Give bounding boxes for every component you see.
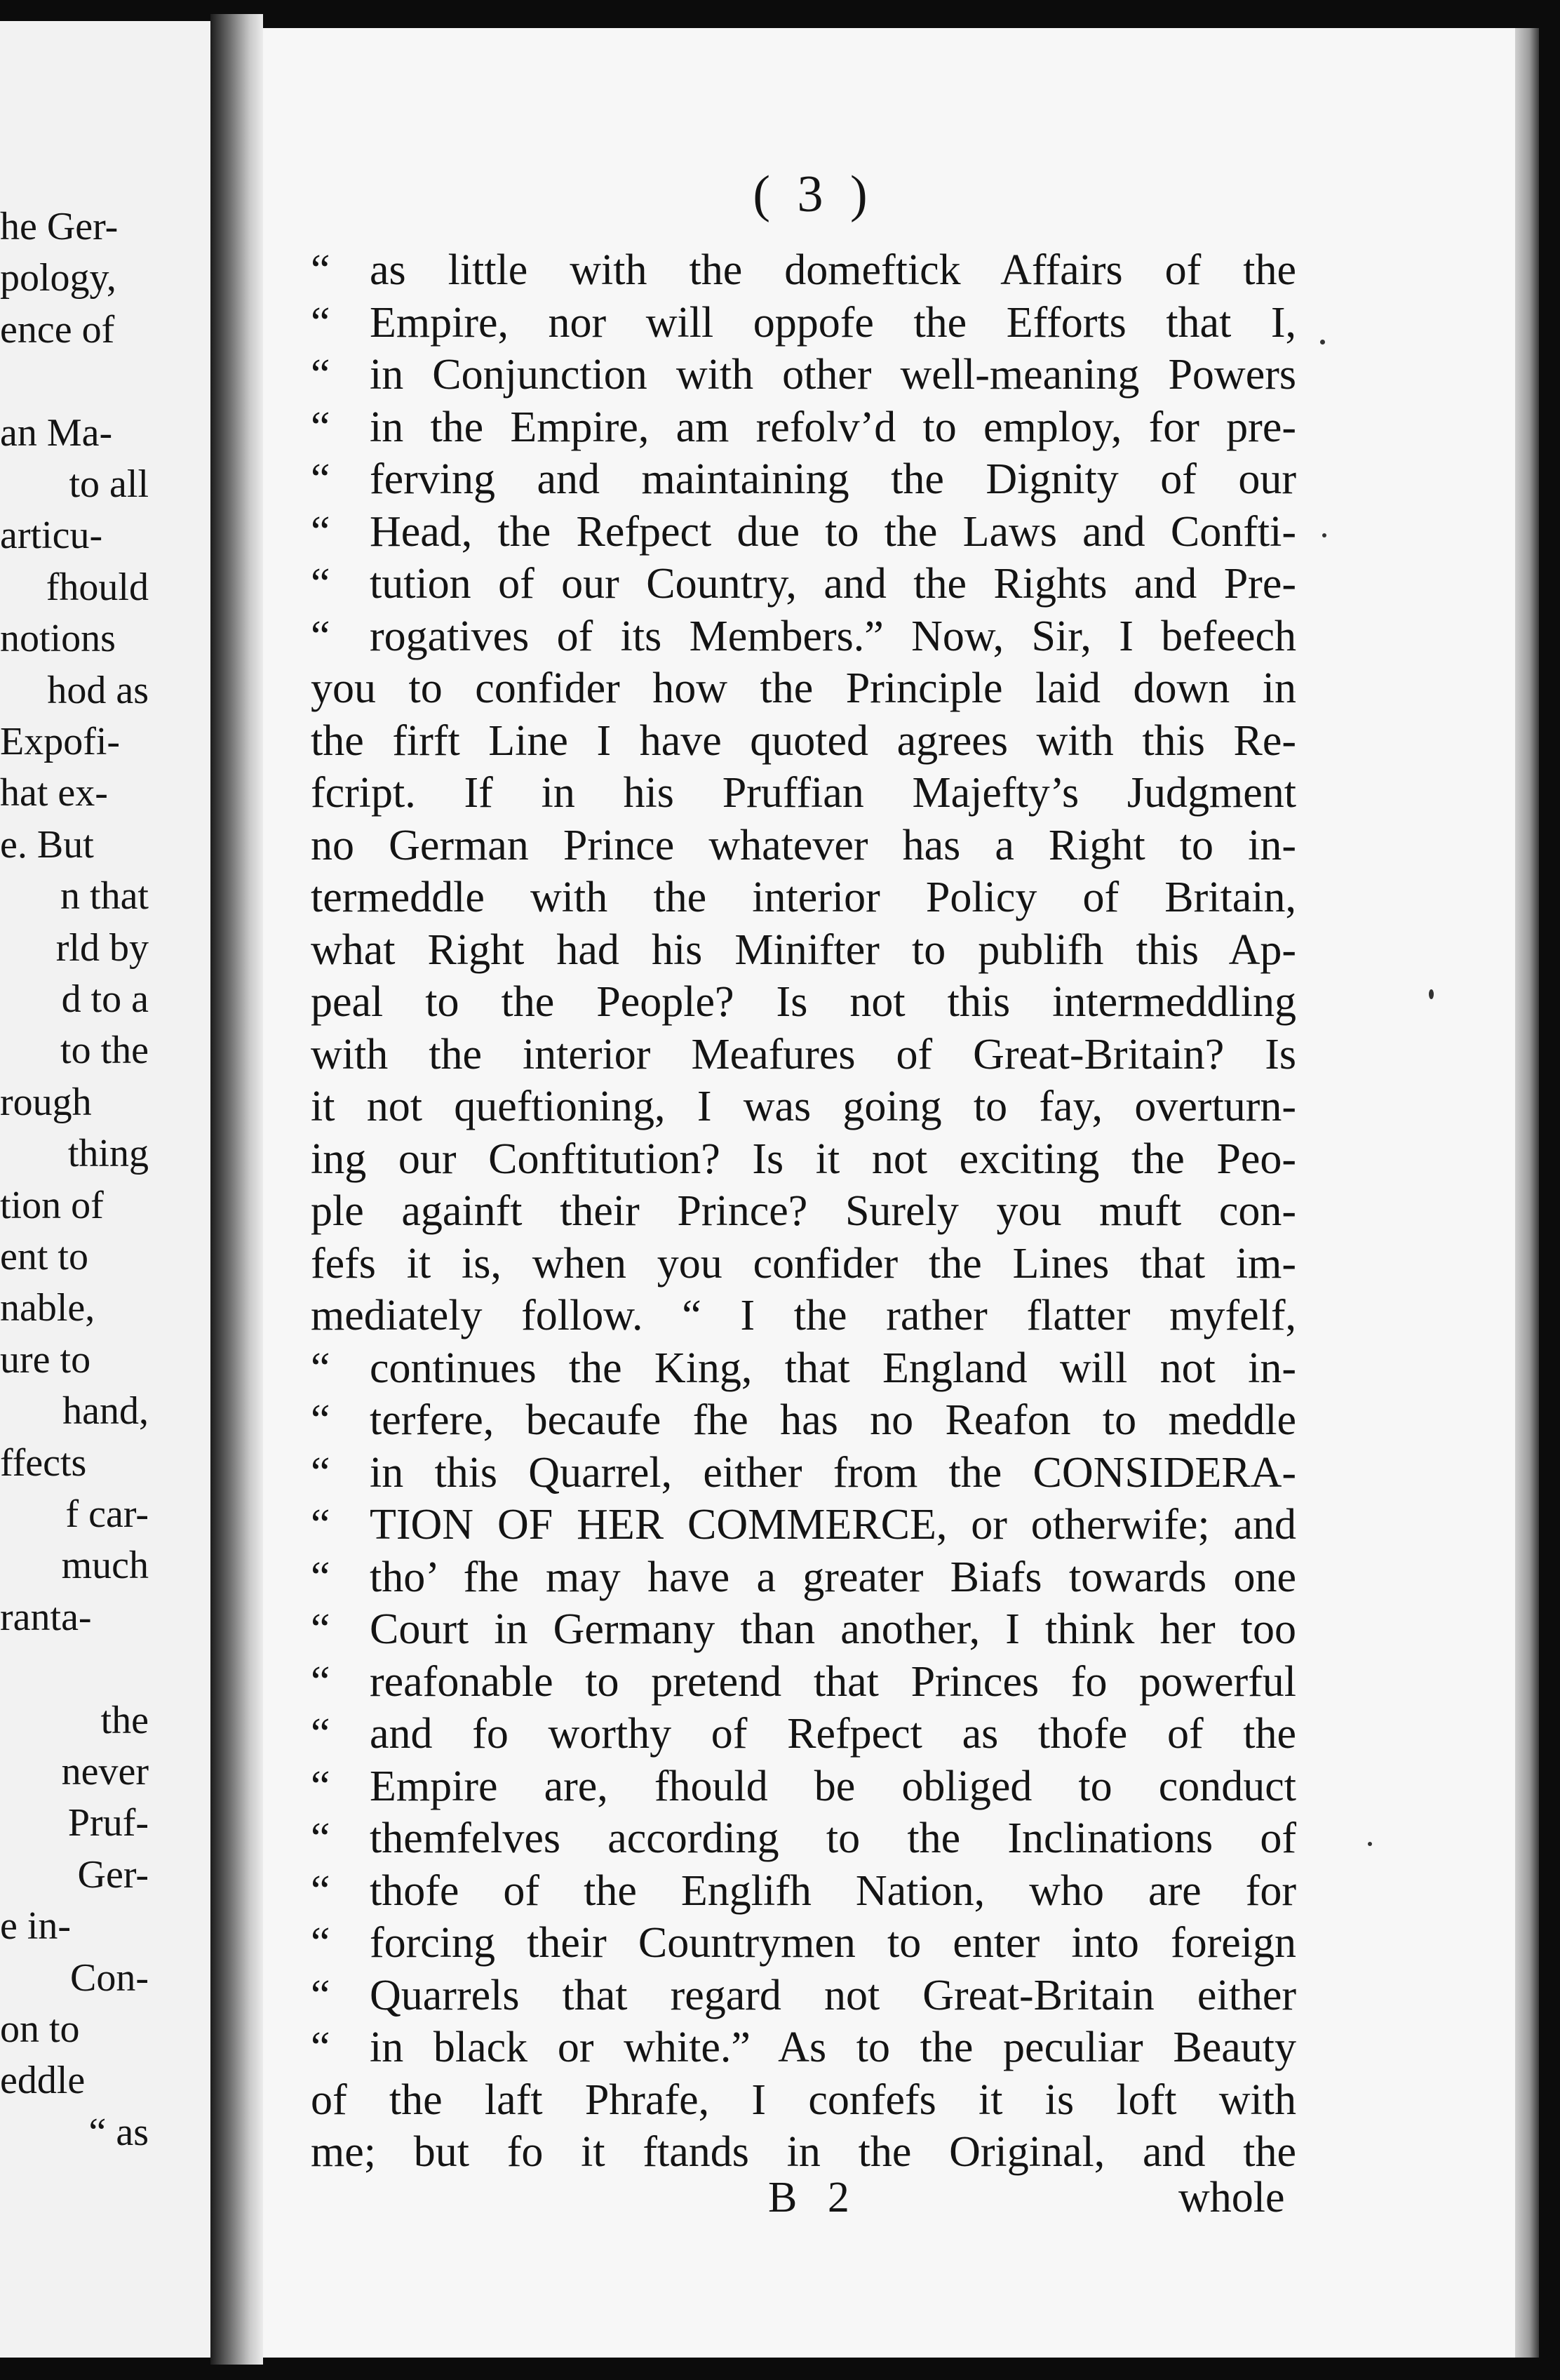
book-gutter	[210, 14, 263, 2365]
text-line	[311, 2126, 1296, 2178]
signature-mark: B 2	[768, 2174, 859, 2221]
line-text: in the Empire, am refolv’d to employ, for pre-	[370, 403, 1296, 451]
quote-mark: “	[311, 1501, 330, 1549]
text-line	[311, 558, 1296, 610]
line-text: of the laft Phrafe, I confefs it is loft with	[311, 2075, 1296, 2124]
quote-mark: “	[311, 1866, 330, 1915]
ink-speck	[1368, 1842, 1372, 1846]
left-page-line: hod as	[47, 668, 149, 712]
line-text: ing our Conftitution? Is it not exciting the Peo-	[311, 1135, 1296, 1183]
quote-mark: “	[311, 1710, 330, 1758]
line-text: themfelves according to the Inclinations of	[370, 1814, 1296, 1862]
quote-mark: “	[311, 1971, 330, 2019]
left-page-line: fhould	[46, 565, 149, 609]
left-page-line: Expofi-	[0, 720, 121, 763]
left-page-line: the	[100, 1698, 149, 1742]
left-page-line: hand,	[62, 1389, 149, 1433]
text-line	[311, 871, 1296, 923]
line-text: with the interior Meafures of Great-Britain? Is	[311, 1030, 1296, 1078]
left-page-line: to the	[60, 1029, 149, 1073]
line-text: in black or white.” As to the peculiar Beauty	[370, 2024, 1296, 2071]
line-text: reafonable to pretend that Princes fo powerful	[370, 1657, 1296, 1706]
quote-mark: “	[311, 351, 330, 399]
line-text: tho’ fhe may have a greater Biafs towards one	[370, 1553, 1296, 1601]
left-page-line: e. But	[0, 822, 94, 867]
left-page-line: on to	[0, 2007, 80, 2051]
text-line	[311, 1708, 1296, 1760]
line-text: terfere, becaufe fhe has no Reafon to meddle	[370, 1396, 1296, 1444]
page-number: ( 3 )	[753, 166, 875, 223]
line-text: tution of our Country, and the Rights and Pre-	[370, 560, 1296, 608]
line-text: what Right had his Minifter to publifh this Ap-	[311, 925, 1296, 974]
quote-mark: “	[311, 2024, 330, 2071]
quote-mark: “	[311, 560, 330, 608]
line-text: Empire are, fhould be obliged to conduct	[370, 1762, 1296, 1810]
text-line	[311, 349, 1296, 401]
left-page-line: never	[61, 1750, 149, 1793]
text-line	[311, 767, 1296, 819]
text-line	[311, 297, 1296, 349]
quote-mark: “	[311, 455, 330, 503]
line-text: Quarrels that regard not Great-Britain either	[370, 1971, 1296, 2019]
quote-mark: “	[311, 507, 330, 556]
left-page-line: much	[61, 1544, 149, 1588]
text-line	[311, 1551, 1296, 1603]
page-edge	[1515, 28, 1539, 2358]
text-line	[311, 1394, 1296, 1446]
line-text: me; but fo it ftands in the Original, and the	[311, 2128, 1296, 2176]
left-page-line: thing	[67, 1132, 149, 1176]
line-text: Head, the Refpect due to the Laws and Confti-	[370, 507, 1296, 556]
left-page-fragment	[0, 21, 210, 2358]
left-page-line: pology,	[0, 256, 116, 300]
line-text: as little with the domeftick Affairs of the	[370, 246, 1296, 294]
left-page-line: nable,	[0, 1286, 95, 1330]
left-page-line: “ as	[88, 2110, 149, 2154]
quote-mark: “	[311, 1919, 330, 1967]
line-text: continues the King, that England will not in-	[370, 1344, 1296, 1392]
line-text: the firft Line I have quoted agrees with this Re-	[311, 716, 1296, 765]
text-line	[311, 1238, 1296, 1290]
line-text: termeddle with the interior Policy of Britain,	[311, 874, 1296, 921]
quote-mark: “	[311, 403, 330, 451]
line-text: you to confider how the Principle laid down in	[311, 664, 1296, 712]
line-text: peal to the People? Is not this intermeddling	[311, 978, 1296, 1026]
line-text: fcript. If in his Pruffian Majefty’s Judgment	[311, 769, 1296, 817]
line-text: it not queftioning, I was going to fay, overturn-	[311, 1083, 1296, 1130]
left-page-line: ranta-	[0, 1595, 92, 1639]
line-text: mediately follow. “ I the rather flatter myfelf,	[311, 1292, 1296, 1339]
left-page-line: Con-	[70, 1956, 149, 2000]
text-line	[311, 1812, 1296, 1864]
line-text: thofe of the Englifh Nation, who are for	[370, 1866, 1296, 1915]
line-text: ple againft their Prince? Surely you muft con-	[311, 1187, 1296, 1235]
left-page-line: notions	[0, 617, 116, 661]
left-page-line: ence of	[0, 307, 115, 352]
left-page-line: e in-	[0, 1904, 72, 1948]
line-text: in Conjunction with other well-meaning Powers	[370, 351, 1296, 399]
text-line	[311, 1342, 1296, 1394]
left-page-line: d to a	[61, 977, 149, 1021]
quote-mark: “	[311, 1396, 330, 1444]
quote-mark: “	[311, 246, 330, 294]
left-page-line: an Ma-	[0, 410, 113, 455]
text-line	[311, 1133, 1296, 1185]
line-text: TION OF HER COMMERCE, or otherwife; and	[370, 1501, 1296, 1549]
text-line	[311, 1760, 1296, 1812]
text-line	[311, 244, 1296, 296]
text-line	[311, 2074, 1296, 2126]
left-page-line: eddle	[0, 2059, 86, 2103]
quote-mark: “	[311, 1814, 330, 1862]
left-page-line: f car-	[65, 1492, 149, 1536]
text-line	[311, 662, 1296, 714]
line-text: ferving and maintaining the Dignity of our	[370, 455, 1296, 503]
line-text: Empire, nor will oppofe the Efforts that I,	[370, 298, 1296, 347]
text-line	[311, 924, 1296, 976]
text-line	[311, 1656, 1296, 1708]
quote-mark: “	[311, 1605, 330, 1653]
text-line	[311, 1499, 1296, 1551]
text-line	[311, 1029, 1296, 1081]
line-text: Court in Germany than another, I think her too	[370, 1605, 1296, 1653]
text-line	[311, 453, 1296, 505]
text-line	[311, 1447, 1296, 1499]
left-page-line: n that	[60, 874, 149, 918]
left-page-line: ent to	[0, 1235, 88, 1278]
quote-mark: “	[311, 1448, 330, 1497]
text-line	[311, 401, 1296, 453]
left-page-line: Ger-	[77, 1852, 149, 1897]
text-line	[311, 2021, 1296, 2073]
quote-mark: “	[311, 298, 330, 347]
ink-speck	[1429, 989, 1434, 999]
left-page-line: ffects	[0, 1440, 87, 1485]
quote-mark: “	[311, 1762, 330, 1810]
quote-mark: “	[311, 1553, 330, 1601]
left-page-line: hat ex-	[0, 771, 108, 815]
text-line	[311, 1917, 1296, 1969]
line-text: no German Prince whatever has a Right to in-	[311, 821, 1296, 869]
ink-speck	[1320, 340, 1325, 345]
ink-speck	[1322, 533, 1326, 537]
line-text: in this Quarrel, either from the CONSIDERA-	[370, 1448, 1296, 1497]
text-line	[311, 1081, 1296, 1132]
left-page-line: rough	[0, 1080, 92, 1124]
text-line	[311, 610, 1296, 662]
text-line	[311, 820, 1296, 871]
left-page-line: to all	[69, 462, 149, 506]
left-page-line: tion of	[0, 1183, 104, 1227]
text-line	[311, 1603, 1296, 1655]
text-line	[311, 1970, 1296, 2021]
quote-mark: “	[311, 612, 330, 660]
left-page-line: ure to	[0, 1337, 91, 1382]
catchword: whole	[1178, 2174, 1285, 2221]
text-line	[311, 715, 1296, 767]
line-text: rogatives of its Members.” Now, Sir, I befeech	[370, 612, 1296, 660]
quote-mark: “	[311, 1657, 330, 1706]
left-page-line: articu-	[0, 514, 103, 558]
quote-mark: “	[311, 1344, 330, 1392]
line-text: forcing their Countrymen to enter into foreign	[370, 1919, 1296, 1967]
line-text: fefs it is, when you confider the Lines that im-	[311, 1239, 1296, 1288]
text-line	[311, 1185, 1296, 1237]
left-page-line: Pruf-	[67, 1801, 149, 1845]
text-line	[311, 1290, 1296, 1342]
left-page-line: he Ger-	[0, 205, 119, 248]
left-page-line: rld by	[55, 925, 149, 970]
text-line	[311, 1865, 1296, 1917]
text-line	[311, 506, 1296, 558]
text-line	[311, 976, 1296, 1028]
line-text: and fo worthy of Refpect as thofe of the	[370, 1710, 1296, 1758]
